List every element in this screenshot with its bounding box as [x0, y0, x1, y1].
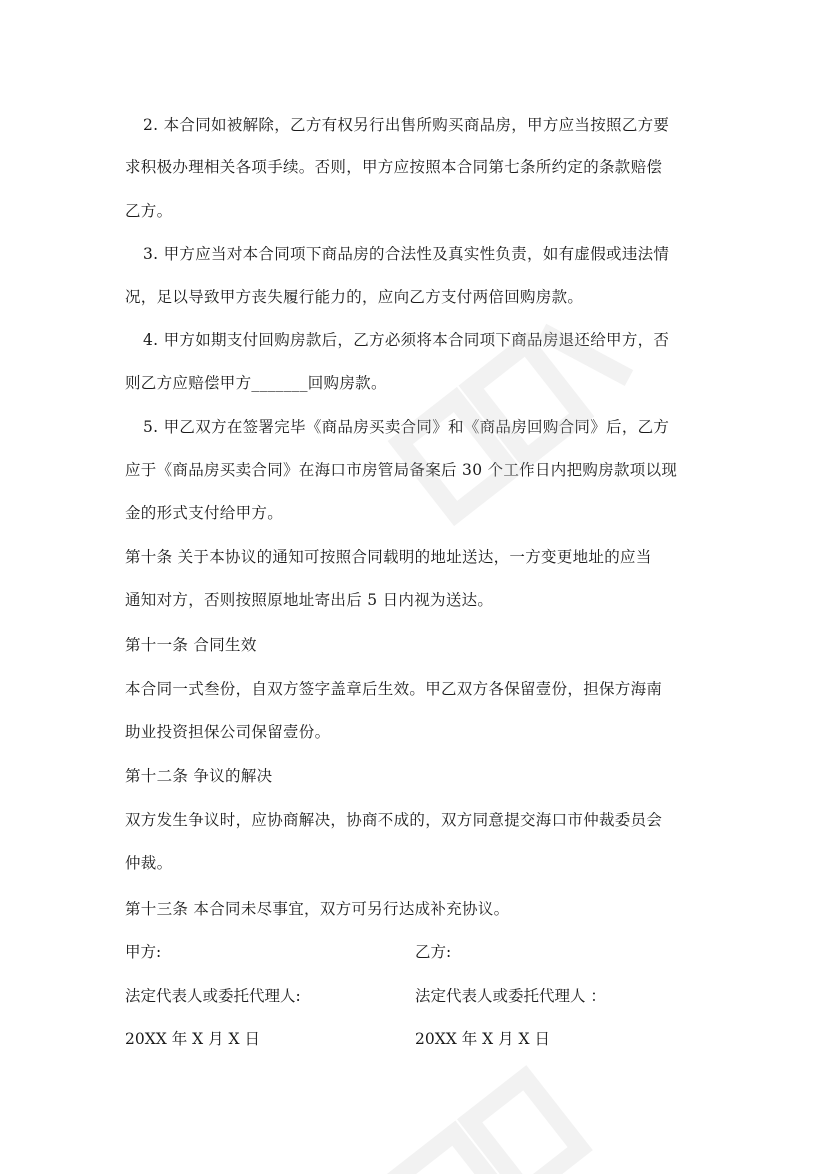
article-12-line-2: 仲裁。	[125, 854, 173, 872]
clause-2-line-1: 2. 本合同如被解除，乙方有权另行出售所购买商品房，甲方应当按照乙方要	[143, 116, 670, 134]
clause-4-line-1: 4. 甲方如期支付回购房款后，乙方必须将本合同项下商品房退还给甲方，否	[143, 331, 670, 349]
watermark-graphic	[380, 300, 680, 560]
clause-2-line-3: 乙方。	[125, 202, 173, 220]
clause-3-line-1: 3. 甲方应当对本合同项下商品房的合法性及真实性负责，如有虚假或违法情	[143, 245, 670, 263]
party-b-label: 乙方:	[415, 943, 452, 961]
article-12-line-1: 双方发生争议时，应协商解决，协商不成的，双方同意提交海口市仲裁委员会	[125, 811, 663, 829]
article-12-heading: 第十二条 争议的解决	[125, 767, 273, 785]
clause-5-line-3: 金的形式支付给甲方。	[125, 504, 284, 522]
article-11-heading: 第十一条 合同生效	[125, 636, 257, 654]
article-10-line-1: 第十条 关于本协议的通知可按照合同载明的地址送达，一方变更地址的应当	[125, 548, 652, 566]
party-a-representative: 法定代表人或委托代理人:	[125, 987, 301, 1005]
party-a-label: 甲方:	[125, 943, 162, 961]
article-13-line-1: 第十三条 本合同未尽事宜，双方可另行达成补充协议。	[125, 900, 510, 918]
clause-5-line-2: 应于《商品房买卖合同》在海口市房管局备案后 30 个工作日内把购房款项以现	[125, 461, 678, 479]
clause-3-line-2: 况，足以导致甲方丧失履行能力的，应向乙方支付两倍回购房款。	[125, 288, 584, 306]
clause-4-line-2: 则乙方应赔偿甲方_______回购房款。	[125, 374, 387, 392]
party-b-date: 20XX 年 X 月 X 日	[415, 1030, 550, 1048]
watermark-graphic-bottom	[360, 1060, 660, 1174]
article-10-line-2: 通知对方，否则按照原地址寄出后 5 日内视为送达。	[125, 591, 494, 609]
clause-5-line-1: 5. 甲乙双方在签署完毕《商品房买卖合同》和《商品房回购合同》后，乙方	[143, 418, 670, 436]
article-11-line-1: 本合同一式叁份，自双方签字盖章后生效。甲乙双方各保留壹份，担保方海南	[125, 680, 663, 698]
party-b-representative: 法定代表人或委托代理人 ：	[415, 987, 606, 1005]
clause-2-line-2: 求积极办理相关各项手续。否则，甲方应按照本合同第七条所约定的条款赔偿	[125, 158, 663, 176]
article-11-line-2: 助业投资担保公司保留壹份。	[125, 723, 331, 741]
party-a-date: 20XX 年 X 月 X 日	[125, 1030, 260, 1048]
